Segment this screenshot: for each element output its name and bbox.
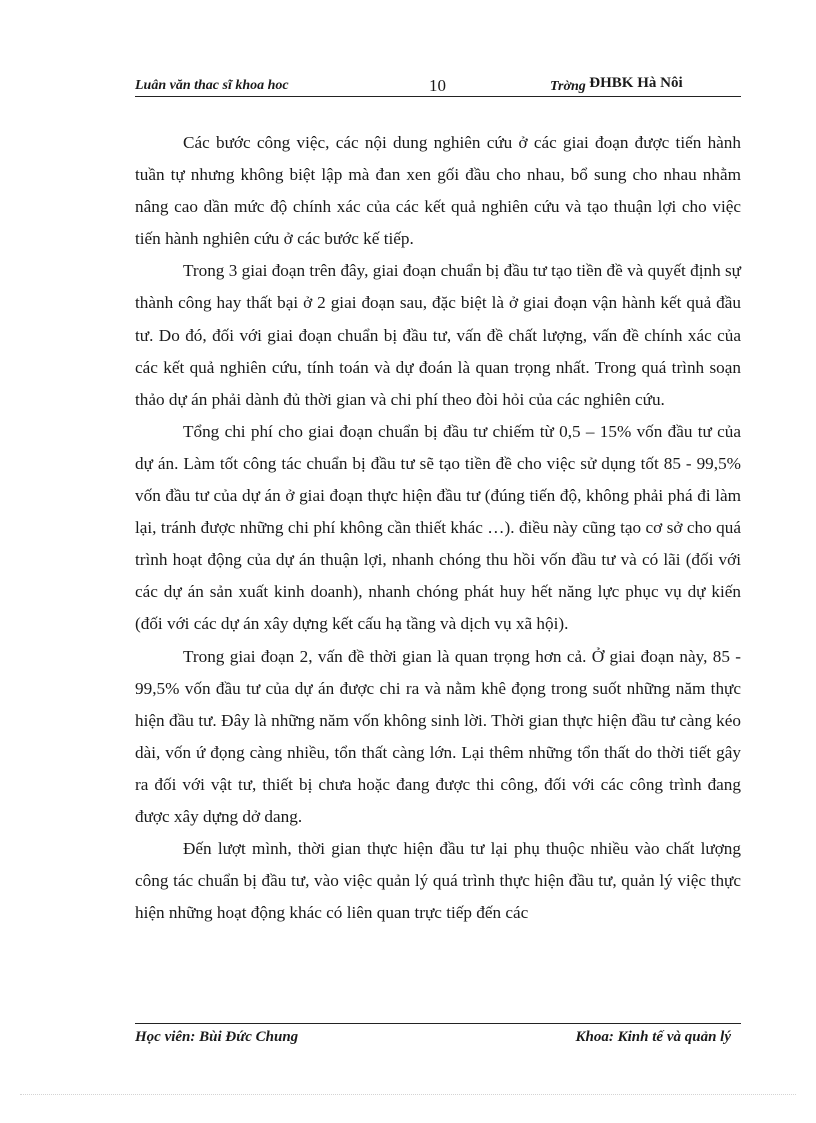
student-name: Học viên: Bùi Đức Chung xyxy=(135,1029,299,1045)
paragraph-3: Tổng chi phí cho giai đoạn chuẩn bị đầu tư chiếm từ 0,5 – 15% vốn đầu tư của dự án. Làm tốt công tác chuẩn bị đầu tư sẽ tạo tiền đề cho việc sử dụng tốt 85 - 99,5% vốn đầu tư của dự án ở giai đoạn thực hiện đầu tư (đúng tiến độ, không phải phá đi làm lại, tránh được những chi phí không cần thiết khác …). điều này cũng tạo cơ sở cho quá trình hoạt động của dự án thuận lợi, nhanh chóng thu hồi vốn đầu tư và có lãi (đối với các dự án sản xuất kinh doanh), nhanh chóng phát huy hết năng lực phục vụ dự kiến (đối với các dự án xây dựng kết cấu hạ tầng và dịch vụ xã hội). xyxy=(135,421,741,634)
page-footer xyxy=(135,1023,741,1052)
university-name: ĐHBK Hà Nôi xyxy=(589,75,683,91)
thesis-label: Luân văn thac sĩ khoa hoc xyxy=(135,78,289,93)
page-bottom-divider xyxy=(20,1094,796,1095)
paragraph-4: Trong giai đoạn 2, vấn đề thời gian là quan trọng hơn cả. Ở giai đoạn này, 85 - 99,5% vốn đầu tư của dự án được chi ra và nằm khê đọng trong suốt những năm thực hiện đầu tư. Đây là những năm vốn không sinh lời. Thời gian thực hiện đầu tư càng kéo dài, vốn ứ đọng càng nhiều, tổn thất càng lớn. Lại thêm những tổn thất do thời tiết gây ra đối với vật tư, thiết bị chưa hoặc đang được thi công, đối với các công trình đang được xây dựng dở dang. xyxy=(135,646,741,826)
page-number: 10 xyxy=(429,76,446,95)
paragraph-2: Trong 3 giai đoạn trên đây, giai đoạn chuẩn bị đầu tư tạo tiền đề và quyết định sự thành công hay thất bại ở 2 giai đoạn sau, đặc biệt là ở giai đoạn vận hành kết quả đầu tư. Do đó, đối với giai đoạn chuẩn bị đầu tư, vấn đề chất lượng, vấn đề chính xác của các kết quả nghiên cứu, tính toán và dự đoán là quan trọng nhất. Trong quá trình soạn thảo dự án phải dành đủ thời gian và chi phí theo đòi hỏi của các nghiên cứu. xyxy=(135,261,741,409)
paragraph-5: Đến lượt mình, thời gian thực hiện đầu tư lại phụ thuộc nhiều vào chất lượng công tác chuẩn bị đầu tư, vào việc quản lý quá trình thực hiện đầu tư, quản lý việc thực hiện những hoạt động khác có liên quan trực tiếp đến các xyxy=(135,839,741,923)
paragraph-1: Các bước công việc, các nội dung nghiên cứu ở các giai đoạn được tiến hành tuần tự nhưng không biệt lập mà đan xen gối đầu cho nhau, bổ sung cho nhau nhằm nâng cao dần mức độ chính xác của các kết quả nghiên cứu và tạo thuận lợi cho việc tiến hành nghiên cứu ở các bước kế tiếp. xyxy=(135,133,741,249)
university-label xyxy=(550,75,683,95)
document-body xyxy=(135,127,741,929)
university-prefix: Trờng xyxy=(550,79,586,94)
faculty-name: Khoa: Kinh tế và quản lý xyxy=(575,1029,731,1045)
page-header xyxy=(135,76,741,97)
